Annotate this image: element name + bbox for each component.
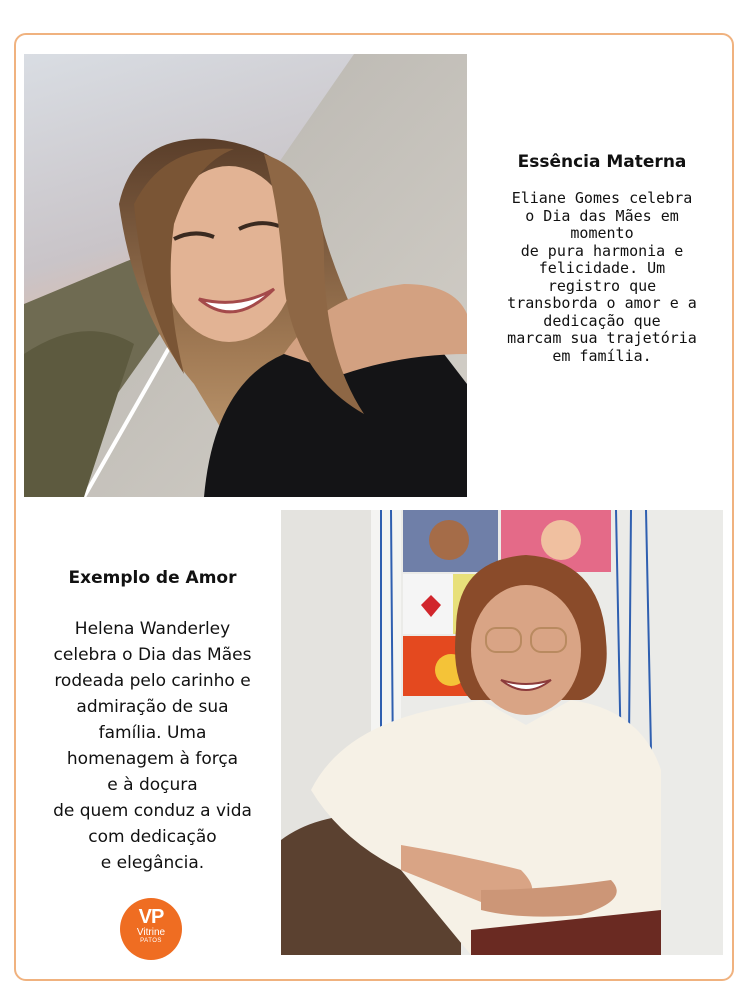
photo-eliane-gomes (24, 54, 467, 497)
logo-name: Vitrine (136, 927, 166, 938)
section-body: Helena Wanderley celebra o Dia das Mães rodeada pelo carinho e admiração de sua família. Uma homenagem à força e à doçura de quem conduz a vida com dedicação e elegância. (53, 619, 252, 873)
section-essencia-materna (497, 152, 707, 365)
logo-subtitle: PATOS (140, 938, 162, 944)
photo-helena-wanderley (281, 510, 723, 955)
section-title: Exemplo de Amor (68, 568, 237, 588)
logo-monogram: VP (138, 906, 164, 928)
section-exemplo-de-amor (40, 568, 265, 876)
vitrine-patos-logo (120, 898, 182, 960)
section-title: Essência Materna (517, 152, 687, 172)
section-body: Eliane Gomes celebra o Dia das Mães em momento de pura harmonia e felicidade. Um registro que transborda o amor e a dedicação que marcam sua trajetória em família. (507, 189, 697, 365)
